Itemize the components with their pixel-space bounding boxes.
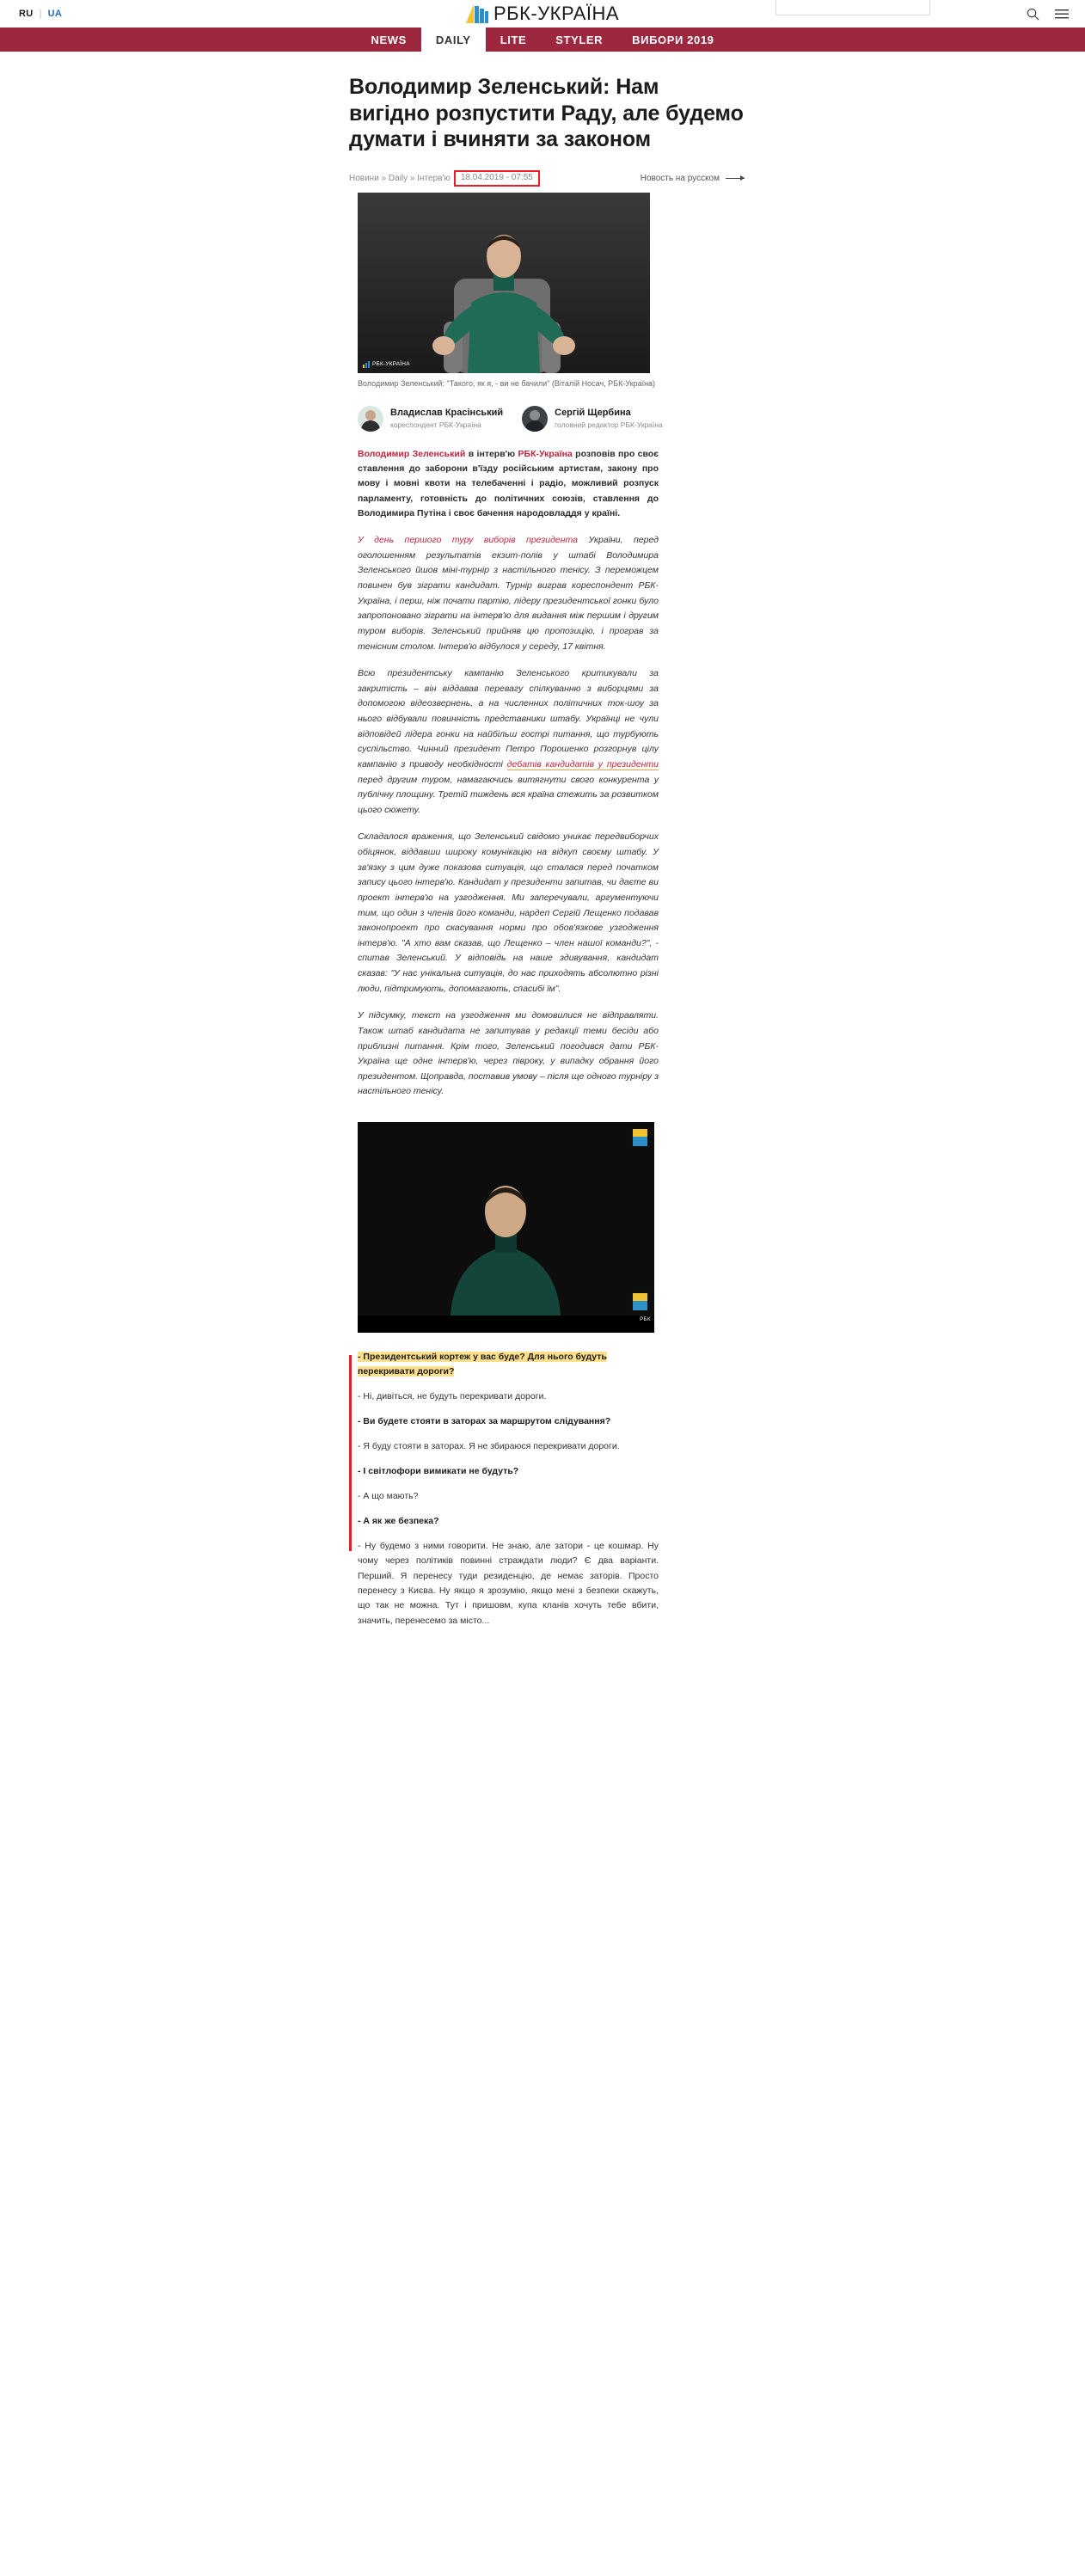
page-title: Володимир Зеленський: Нам вигідно розпустити Раду, але будемо думати і вчиняти за законом [349, 75, 744, 151]
breadcrumb[interactable]: Новини » Daily » Інтерв'ю [349, 174, 451, 183]
authors-list [358, 406, 745, 432]
watermark-logo-icon [363, 361, 370, 368]
lang-ua[interactable]: UA [47, 9, 63, 19]
rbc-logo-mark [466, 4, 488, 23]
hero-section [340, 193, 745, 389]
qa-answer-3: - А що мають? [358, 1490, 419, 1501]
paragraph-2-link[interactable]: дебатів кандидатів у президенти [506, 758, 659, 770]
russian-version-label: Новость на русском [640, 174, 720, 183]
qa-answer-4: - Ну будемо з ними говорити. Не знаю, але затори - це кошмар. Ну чому через політиків повинні страждати люди? Є два варіанти. Перший. Я перенесу туди резиденцію, де немає заторів. Просто перенесу з Києва. Ну якщо я зрозумію, якщо мені з безпеки скажуть, що так не можна. Тут і пришовм, купа кланів хочуть тебе вбити, значить, перенесемо за місто... [358, 1541, 659, 1626]
interview-qa-section [340, 1350, 745, 1673]
article-meta [349, 172, 745, 186]
qa-question-1 [358, 1350, 659, 1379]
author-role: кореспондент РБК-Україна [390, 420, 481, 430]
article-container [340, 74, 745, 186]
hero-figure [358, 193, 650, 373]
second-photo-illustration [358, 1122, 654, 1333]
qa-question-1-text: - Президентський кортеж у вас буде? Для нього будуть перекривати дороги? [358, 1352, 607, 1377]
site-logo[interactable] [466, 3, 619, 25]
paragraph-3: Складалося враження, що Зеленський свідомо уникає передвиборчих обіцянок, віддавши широку комунікацію на відкуп своєму штабу. У зв'язку з цим дуже показова ситуація, що сталася перед початком запису цього інтерв'ю. Кандидат у президенти запитав, чи даєте ви проект інтерв'ю на узгодження. Ми заперечували, аргументуючи тим, що один з членів його команди, нардеп Сергій Лещенко подавав законопроект про скасування норми про обов'язкове узгодження інтерв'ю. "А хто вам сказав, що Лещенко – член нашої команди?", - спитав Зеленський. У відповідь на наше здивування, кандидат сказав: "У нас унікальна ситуація, до нас приходять абсолютно різні люди, підтримують, допомагають, спасибі їм". [358, 831, 659, 994]
qa-red-rule [349, 1355, 352, 1551]
hero-watermark-label: РБК-УКРАЇНА [372, 361, 410, 367]
qa-list [349, 1350, 745, 1628]
author-role: головний редактор РБК-Україна [555, 420, 663, 430]
paragraph-2 [358, 666, 659, 818]
article-body [340, 447, 745, 1100]
paragraph-2-text-after: перед другим туром, намагаючись витягнути свого конкурента у публічну площину. Третій тиждень вся країна стежить за розвитком цього сюжету. [358, 774, 659, 815]
nav-item-styler[interactable]: STYLER [555, 33, 604, 46]
author-name: Сергій Щербина [555, 408, 631, 419]
authors-section [340, 406, 745, 432]
main-navigation [0, 28, 1085, 52]
top-bar [0, 0, 1085, 28]
lead-text-1: в інтерв'ю [465, 448, 518, 459]
hamburger-menu-icon[interactable] [1054, 6, 1070, 21]
qa-question-4: - А як же безпека? [358, 1516, 439, 1527]
qa-question-2: - Ви будете стояти в заторах за маршрутом слідування? [358, 1415, 611, 1426]
lead-highlight-2[interactable]: РБК-Україна [518, 448, 573, 459]
paragraph-1 [358, 533, 659, 654]
avatar [358, 406, 383, 432]
nav-item-elections-2019[interactable]: ВИБОРИ 2019 [632, 33, 714, 46]
qa-answer-1: - Ні, дивіться, не будуть перекривати дороги. [358, 1390, 547, 1401]
paragraph-2-text: Всю президентську кампанію Зеленського критикували за закритість – він віддавав перевагу спілкуванню з виборцями за допомогою відеозвернень, а на численних політичних ток-шоу за нього відбували повинність представники штабу. Українці не чули відповідей лідера гонки на найбільш гострі питання, що турбують суспільство. Чинний президент Петро Порошенко розгорнув цілу кампанію з приводу необхідності [358, 668, 659, 770]
arrow-right-icon [726, 178, 745, 179]
search-input[interactable] [775, 0, 930, 15]
bottom-spacer [349, 1639, 745, 1673]
second-figure [358, 1122, 654, 1333]
rbc-watermark-label: РБК [640, 1317, 651, 1323]
paragraph-1-highlight: У день першого туру виборів президента [358, 535, 578, 546]
author-1[interactable] [358, 406, 503, 432]
nav-item-news[interactable]: NEWS [371, 33, 407, 46]
hero-photo-illustration [358, 193, 650, 373]
rbc-watermark-top-icon [633, 1129, 647, 1146]
search-icon[interactable] [1025, 6, 1040, 21]
paragraph-4: У підсумку, текст на узгодження ми домовилися не відправляти. Також штаб кандидата не запитував у редакції теми бесіди або приблизні питання. Крім того, Зеленський погодився дати РБК-Україна ще одне інтерв'ю, через півроку, у випадку обрання його президентом. Щоправда, поставив умову – після ще одного турніру з настільного тенісу. [358, 1010, 659, 1097]
author-name: Владислав Красінський [390, 408, 504, 419]
second-image [358, 1122, 654, 1333]
qa-answer-2: - Я буду стояти в заторах. Я не збираюся перекривати дороги. [358, 1440, 620, 1451]
logo-text: РБК-УКРАЇНА [493, 3, 620, 24]
hero-caption: Володимир Зеленський: "Такого, як я, - ви не бачили" (Віталій Носач, РБК-Україна) [358, 378, 656, 388]
rbc-watermark-bottom-icon [633, 1293, 647, 1310]
lead-highlight-1[interactable]: Володимир Зеленський [358, 448, 466, 459]
language-switcher[interactable] [19, 9, 62, 19]
qa-question-3: - І світлофори вимикати не будуть? [358, 1466, 519, 1477]
nav-item-daily[interactable]: DAILY [421, 28, 486, 52]
lead-text-2: розповів про своє ставлення до заборони в'їзду російським артистам, закону про мову і мовні квоти на телебаченні і радіо, можливий розпуск парламенту, готовність до політичних союзів, ставлення до Володимира Путіна і своє бачення народовладдя у країні. [358, 448, 659, 518]
hero-watermark [363, 361, 410, 368]
nav-items [356, 28, 728, 52]
lang-separator: | [39, 9, 42, 19]
lang-ru[interactable]: RU [19, 9, 34, 19]
publish-date: 18.04.2019 - 07:55 [454, 170, 540, 187]
russian-version-link[interactable] [641, 174, 745, 183]
second-photo-section [340, 1122, 745, 1333]
top-bar-actions [1025, 0, 1070, 28]
avatar [522, 406, 548, 432]
paragraph-1-text: України, перед оголошенням результатів екзит-полів у штабі Володимира Зеленського йшов міні-турнір з настільного тенісу. З переможцем повинен був зіграти кандидат. Турнір виграв кореспондент РБК-Україна, і перш, ніж почати партію, лідеру президентської гонки було запропоновано зіграти на інтерв'ю для видання між першим і другим туром виборів. Зеленський прийняв цю пропозицію, і програв за тенісним столом. Інтерв'ю відбулося у середу, 17 квітня. [358, 535, 659, 652]
hero-image [358, 193, 650, 373]
author-2[interactable] [522, 406, 663, 432]
nav-item-lite[interactable]: LITE [500, 33, 527, 46]
article-lead [358, 447, 659, 522]
